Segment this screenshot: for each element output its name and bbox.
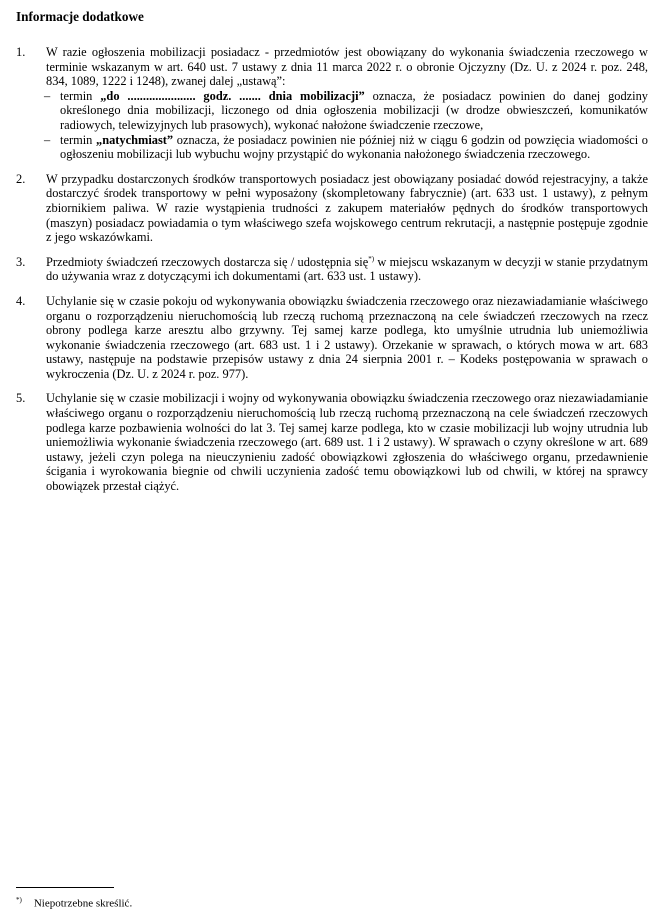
item-text-post: w miejscu wskazanym w decyzji w stanie przydatnym do używania wraz z dotyczącymi ich dokumentami (art. 633 ust. 1 ustawy). [46, 254, 648, 284]
dash-pre: termin [60, 88, 101, 103]
item-text-pre: Przedmioty świadczeń rzeczowych dostarcza się / udostępnia się [46, 254, 369, 269]
dash-pre: termin [60, 132, 96, 147]
list-item-2 [16, 172, 648, 245]
dash-item-do-godz [44, 89, 648, 133]
dash-mark: – [44, 132, 51, 147]
dash-mark: – [44, 88, 51, 103]
item-intro: W razie ogłoszenia mobilizacji posiadacz - przedmiotów jest obowiązany do wykonania świadczenia rzeczowego w terminie wskazanym w art. 640 ust. 7 ustawy z dnia 11 marca 2022 r. o obronie Ojczyzny (Dz. U. z 2024 r. poz. 248, 834, 1089, 1222 i 1248), zwanej dalej „ustawą”: [46, 45, 648, 89]
dash-bold-term: „natychmiast” [96, 132, 174, 147]
page-title: Informacje dodatkowe [16, 9, 144, 24]
item-number: 3. [16, 254, 26, 269]
item-number: 1. [16, 45, 26, 59]
list-item-5 [16, 391, 648, 493]
dash-item-natychmiast [44, 133, 648, 162]
item-text: Uchylanie się w czasie mobilizacji i wojny od wykonywania obowiązku świadczenia rzeczowego oraz niezawiadamianie właściwego organu o rozporządzeniu nieruchomością lub rzeczą ruchomą przeznaczoną na cele świadczeń rzeczowych podlega karze pozbawienia wolności do lat 3. Tej samej karze podlega, kto w czasie mobilizacji lub wojny utrudnia lub uniemożliwia wykonanie świadczenia rzeczowego (art. 689 ust. 1 i 2 ustawy). W sprawach o czyny określone w art. 689 ustawy, jeżeli czyn polega na nieuczynieniu zadość obowiązkowi zgłoszenia do właściwego organu, przedawnienie ścigania i wyrokowania biegnie od chwili uczynienia zadość temu obowiązkowi lub od chwili, w której na sprawcy obowiązek przestał ciążyć. [46, 391, 648, 494]
item-number: 5. [16, 391, 26, 406]
item-text: W przypadku dostarczonych środków transportowych posiadacz jest obowiązany posiadać dowód rejestracyjny, a także dostarczyć środek transportowy w pełni wyposażony (skompletowany fabrycznie) (art. 633 ust. 1 ustawy), z pełnym zbiornikiem paliwa. W razie wystąpienia trudności z zakupem materiałów pędnych do środków transportowych (maszyn) posiadacz powiadamia o tym właściwego szefa wojskowego centrum rekrutacji, a następnie postępuje zgodnie z jego wskazówkami. [46, 171, 648, 245]
item-number: 4. [16, 293, 26, 308]
item-body [46, 255, 648, 284]
item-number: 2. [16, 171, 26, 186]
numbered-list [16, 45, 648, 504]
footnote-reference: *) [368, 254, 375, 263]
footnote-divider [16, 887, 114, 888]
item-text [46, 255, 648, 284]
dash-post: oznacza, że posiadacz powinien do danej godziny określonego dnia mobilizacji, liczonego od dnia ogłoszenia mobilizacji (w drodze obwieszczeń, komunikatów radiowych, telewizyjnych lub prasowych), wykonać nałożone świadczenie rzeczowe, [60, 88, 648, 132]
footnote-text: Niepotrzebne skreślić. [33, 897, 133, 910]
list-item-1 [16, 45, 648, 162]
dash-post: oznacza, że posiadacz powinien nie później niż w ciągu 6 godzin od powzięcia wiadomości o ogłoszeniu mobilizacji lub wybuchu wojny przystąpić do wykonania nałożonego świadczenia rzeczowego. [60, 132, 648, 162]
item-body [46, 172, 648, 245]
list-item-3 [16, 255, 648, 284]
list-item-4 [16, 294, 648, 382]
dash-bold-term: „do ...................... godz. ....... dnia mobilizacji” [100, 88, 365, 103]
footnote-mark: *) [16, 896, 22, 904]
footnote [16, 893, 132, 911]
item-body [46, 45, 648, 162]
item-body [46, 294, 648, 382]
item-body [46, 391, 648, 493]
item-text: Uchylanie się w czasie pokoju od wykonywania obowiązku świadczenia rzeczowego oraz niezawiadamianie właściwego organu o rozporządzeniu nieruchomością lub rzeczą ruchomą przeznaczoną na cele świadczeń rzeczowych na rzecz obrony podlega karze aresztu albo grzywny. Tej samej karze podlega, kto umyślnie utrudnia lub uniemożliwia wykonanie świadczenia rzeczowego (art. 683 ust. 1 i 2 ustawy). Orzekanie w sprawach, o których mowa w art. 683 ustawy, następuje na podstawie przepisów ustawy z dnia 24 sierpnia 2001 r. – Kodeks postępowania w sprawach o wykroczenia (Dz. U. z 2024 r. poz. 977). [46, 293, 648, 381]
